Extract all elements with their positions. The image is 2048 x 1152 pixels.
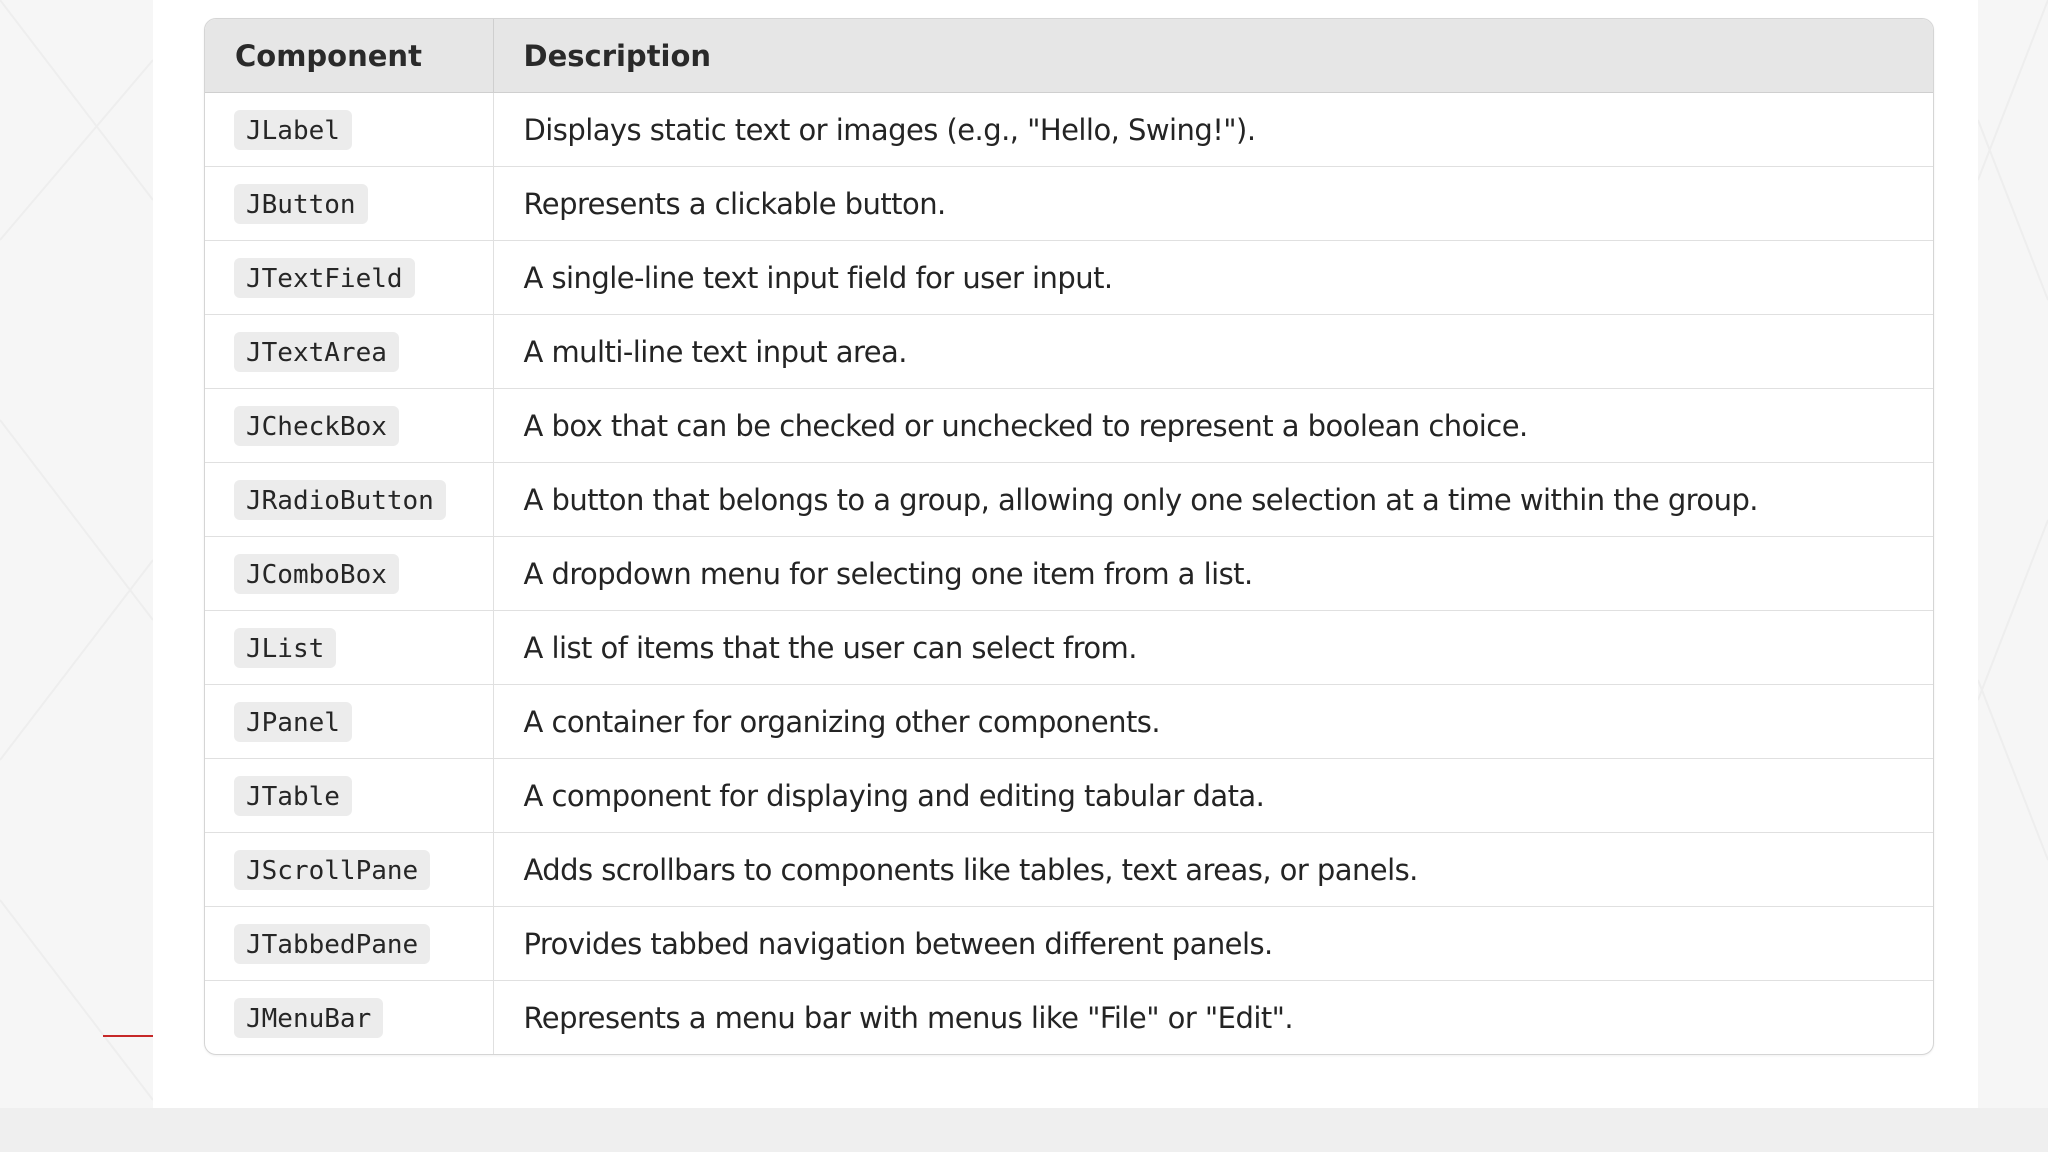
component-name: JTextArea <box>234 332 399 372</box>
header-row <box>205 19 1933 93</box>
table-row <box>205 759 1933 833</box>
component-description: Represents a menu bar with menus like "File" or "Edit". <box>493 981 1933 1055</box>
component-name: JRadioButton <box>234 480 446 520</box>
accent-line <box>103 1035 153 1037</box>
component-description: Adds scrollbars to components like tables, text areas, or panels. <box>493 833 1933 907</box>
component-description: A single-line text input field for user input. <box>493 241 1933 315</box>
table-row <box>205 537 1933 611</box>
column-header-description: Description <box>493 19 1933 93</box>
component-description: A multi-line text input area. <box>493 315 1933 389</box>
component-description: A dropdown menu for selecting one item from a list. <box>493 537 1933 611</box>
component-cell <box>205 463 493 537</box>
table-row <box>205 315 1933 389</box>
components-table <box>204 18 1934 1055</box>
component-name: JCheckBox <box>234 406 399 446</box>
component-description: A button that belongs to a group, allowing only one selection at a time within the group. <box>493 463 1933 537</box>
table-header <box>205 19 1933 93</box>
component-cell <box>205 93 493 167</box>
component-cell <box>205 685 493 759</box>
component-description: Displays static text or images (e.g., "Hello, Swing!"). <box>493 93 1933 167</box>
component-cell <box>205 981 493 1055</box>
component-name: JTable <box>234 776 352 816</box>
component-name: JTabbedPane <box>234 924 430 964</box>
component-name: JMenuBar <box>234 998 383 1038</box>
table-row <box>205 981 1933 1055</box>
table-row <box>205 611 1933 685</box>
component-description: A box that can be checked or unchecked to represent a boolean choice. <box>493 389 1933 463</box>
component-cell <box>205 759 493 833</box>
table-body <box>205 93 1933 1055</box>
component-cell <box>205 537 493 611</box>
component-cell <box>205 833 493 907</box>
component-name: JLabel <box>234 110 352 150</box>
component-description: Represents a clickable button. <box>493 167 1933 241</box>
component-description: Provides tabbed navigation between different panels. <box>493 907 1933 981</box>
component-cell <box>205 389 493 463</box>
table-row <box>205 241 1933 315</box>
component-name: JList <box>234 628 336 668</box>
component-description: A container for organizing other components. <box>493 685 1933 759</box>
component-description: A component for displaying and editing tabular data. <box>493 759 1933 833</box>
component-cell <box>205 611 493 685</box>
component-cell <box>205 315 493 389</box>
table-row <box>205 685 1933 759</box>
table-row <box>205 167 1933 241</box>
table-row <box>205 907 1933 981</box>
component-name: JButton <box>234 184 368 224</box>
component-cell <box>205 907 493 981</box>
table-row <box>205 833 1933 907</box>
component-cell <box>205 167 493 241</box>
component-name: JScrollPane <box>234 850 430 890</box>
component-name: JPanel <box>234 702 352 742</box>
column-header-component: Component <box>205 19 493 93</box>
component-description: A list of items that the user can select from. <box>493 611 1933 685</box>
component-cell <box>205 241 493 315</box>
component-name: JTextField <box>234 258 415 298</box>
table-row <box>205 463 1933 537</box>
table-row <box>205 93 1933 167</box>
swing-components-table <box>205 19 1933 1054</box>
component-name: JComboBox <box>234 554 399 594</box>
table-row <box>205 389 1933 463</box>
